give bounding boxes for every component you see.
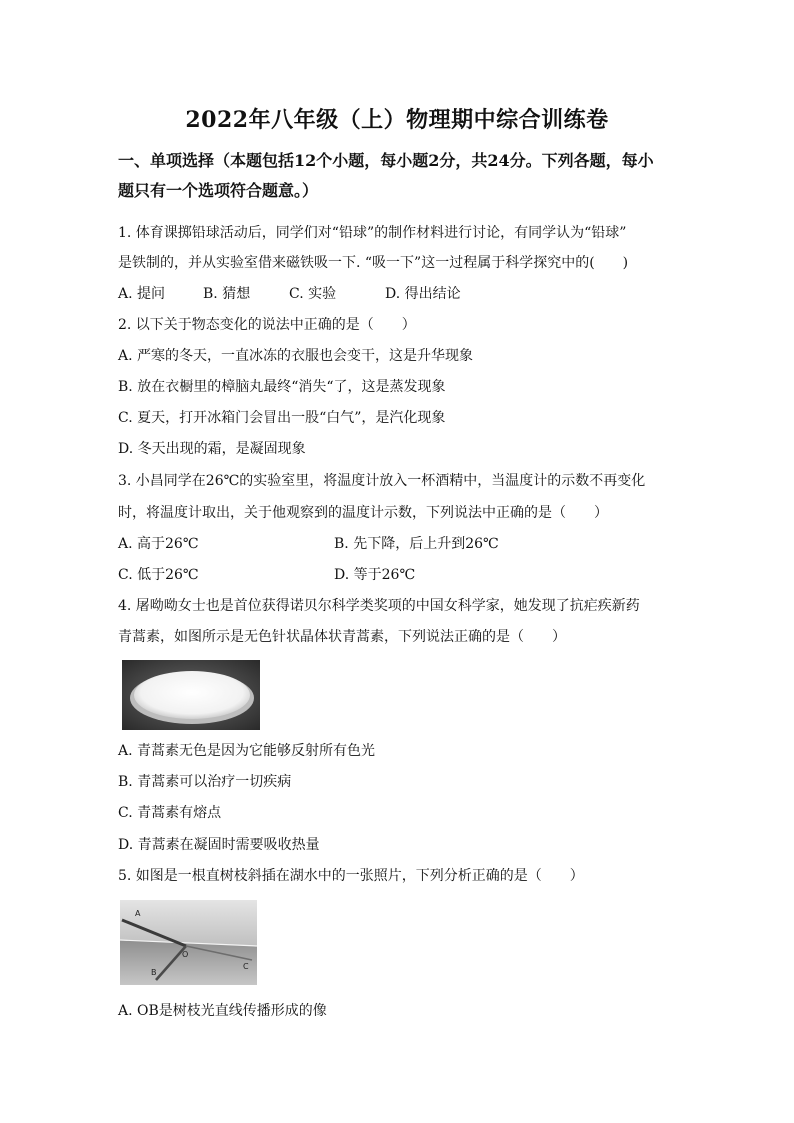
q1-stem-line1: 1. 体育课掷铅球活动后，同学们对“铅球”的制作材料进行讨论，有同学认为“铅球” <box>118 225 627 241</box>
q2-option-a: A. 严寒的冬天，一直冰冻的衣服也会变干，这是升华现象 <box>118 348 474 364</box>
q4-option-a: A. 青蒿素无色是因为它能够反射所有色光 <box>118 743 376 759</box>
q1-option-d: D. 得出结论 <box>385 286 461 302</box>
q4-stem-line2: 青蒿素，如图所示是无色针状晶体状青蒿素，下列说法正确的是（ ） <box>118 629 566 645</box>
q1-option-b: B. 猜想 <box>203 286 251 302</box>
figure-label-a: A <box>135 909 141 918</box>
figure-label-c: C <box>243 962 249 971</box>
q4-option-b: B. 青蒿素可以治疗一切疾病 <box>118 774 292 790</box>
q3-stem-line2: 时，将温度计取出，关于他观察到的温度计示数，下列说法中正确的是（ ） <box>118 505 608 521</box>
q5-option-a: A. OB是树枝光直线传播形成的像 <box>118 1003 327 1019</box>
q3-option-d: D. 等于26℃ <box>334 567 416 583</box>
q2-option-b: B. 放在衣橱里的樟脑丸最终“消失“了，这是蒸发现象 <box>118 379 446 395</box>
q4-option-d: D. 青蒿素在凝固时需要吸收热量 <box>118 837 320 853</box>
q3-option-a: A. 高于26℃ <box>118 536 199 552</box>
q4-stem-line1: 4. 屠呦呦女士也是首位获得诺贝尔科学类奖项的中国女科学家，她发现了抗疟疾新药 <box>118 598 640 614</box>
q2-stem: 2. 以下关于物态变化的说法中正确的是（ ） <box>118 317 416 333</box>
q3-stem-line1: 3. 小昌同学在26℃的实验室里，将温度计放入一杯酒精中，当温度计的示数不再变化 <box>118 473 646 489</box>
q3-option-b: B. 先下降，后上升到26℃ <box>334 536 499 552</box>
figure-label-o: O <box>182 950 189 959</box>
q4-option-c: C. 青蒿素有熔点 <box>118 805 222 821</box>
q1-stem-line2: 是铁制的，并从实验室借来磁铁吸一下. “吸一下”这一过程属于科学探究中的( ) <box>118 255 629 271</box>
section-heading-line1: 一、单项选择（本题包括12个小题，每小题2分，共24分。下列各题，每小 <box>118 151 654 170</box>
q2-option-d: D. 冬天出现的霜，是凝固现象 <box>118 441 306 457</box>
q3-option-c: C. 低于26℃ <box>118 567 199 583</box>
q5-stem: 5. 如图是一根直树枝斜插在湖水中的一张照片，下列分析正确的是（ ） <box>118 868 584 884</box>
branch-in-water-photo <box>120 900 257 985</box>
section-heading-line2: 题只有一个选项符合题意。） <box>118 181 319 200</box>
figure-label-b: B <box>151 968 157 977</box>
q2-option-c: C. 夏天，打开冰箱门会冒出一股“白气”，是汽化现象 <box>118 410 446 426</box>
page-title: 2022年八年级（上）物理期中综合训练卷 <box>185 107 609 133</box>
q1-option-a: A. 提问 <box>118 286 166 302</box>
artemisinin-photo <box>122 660 260 730</box>
q1-option-c: C. 实验 <box>289 286 337 302</box>
